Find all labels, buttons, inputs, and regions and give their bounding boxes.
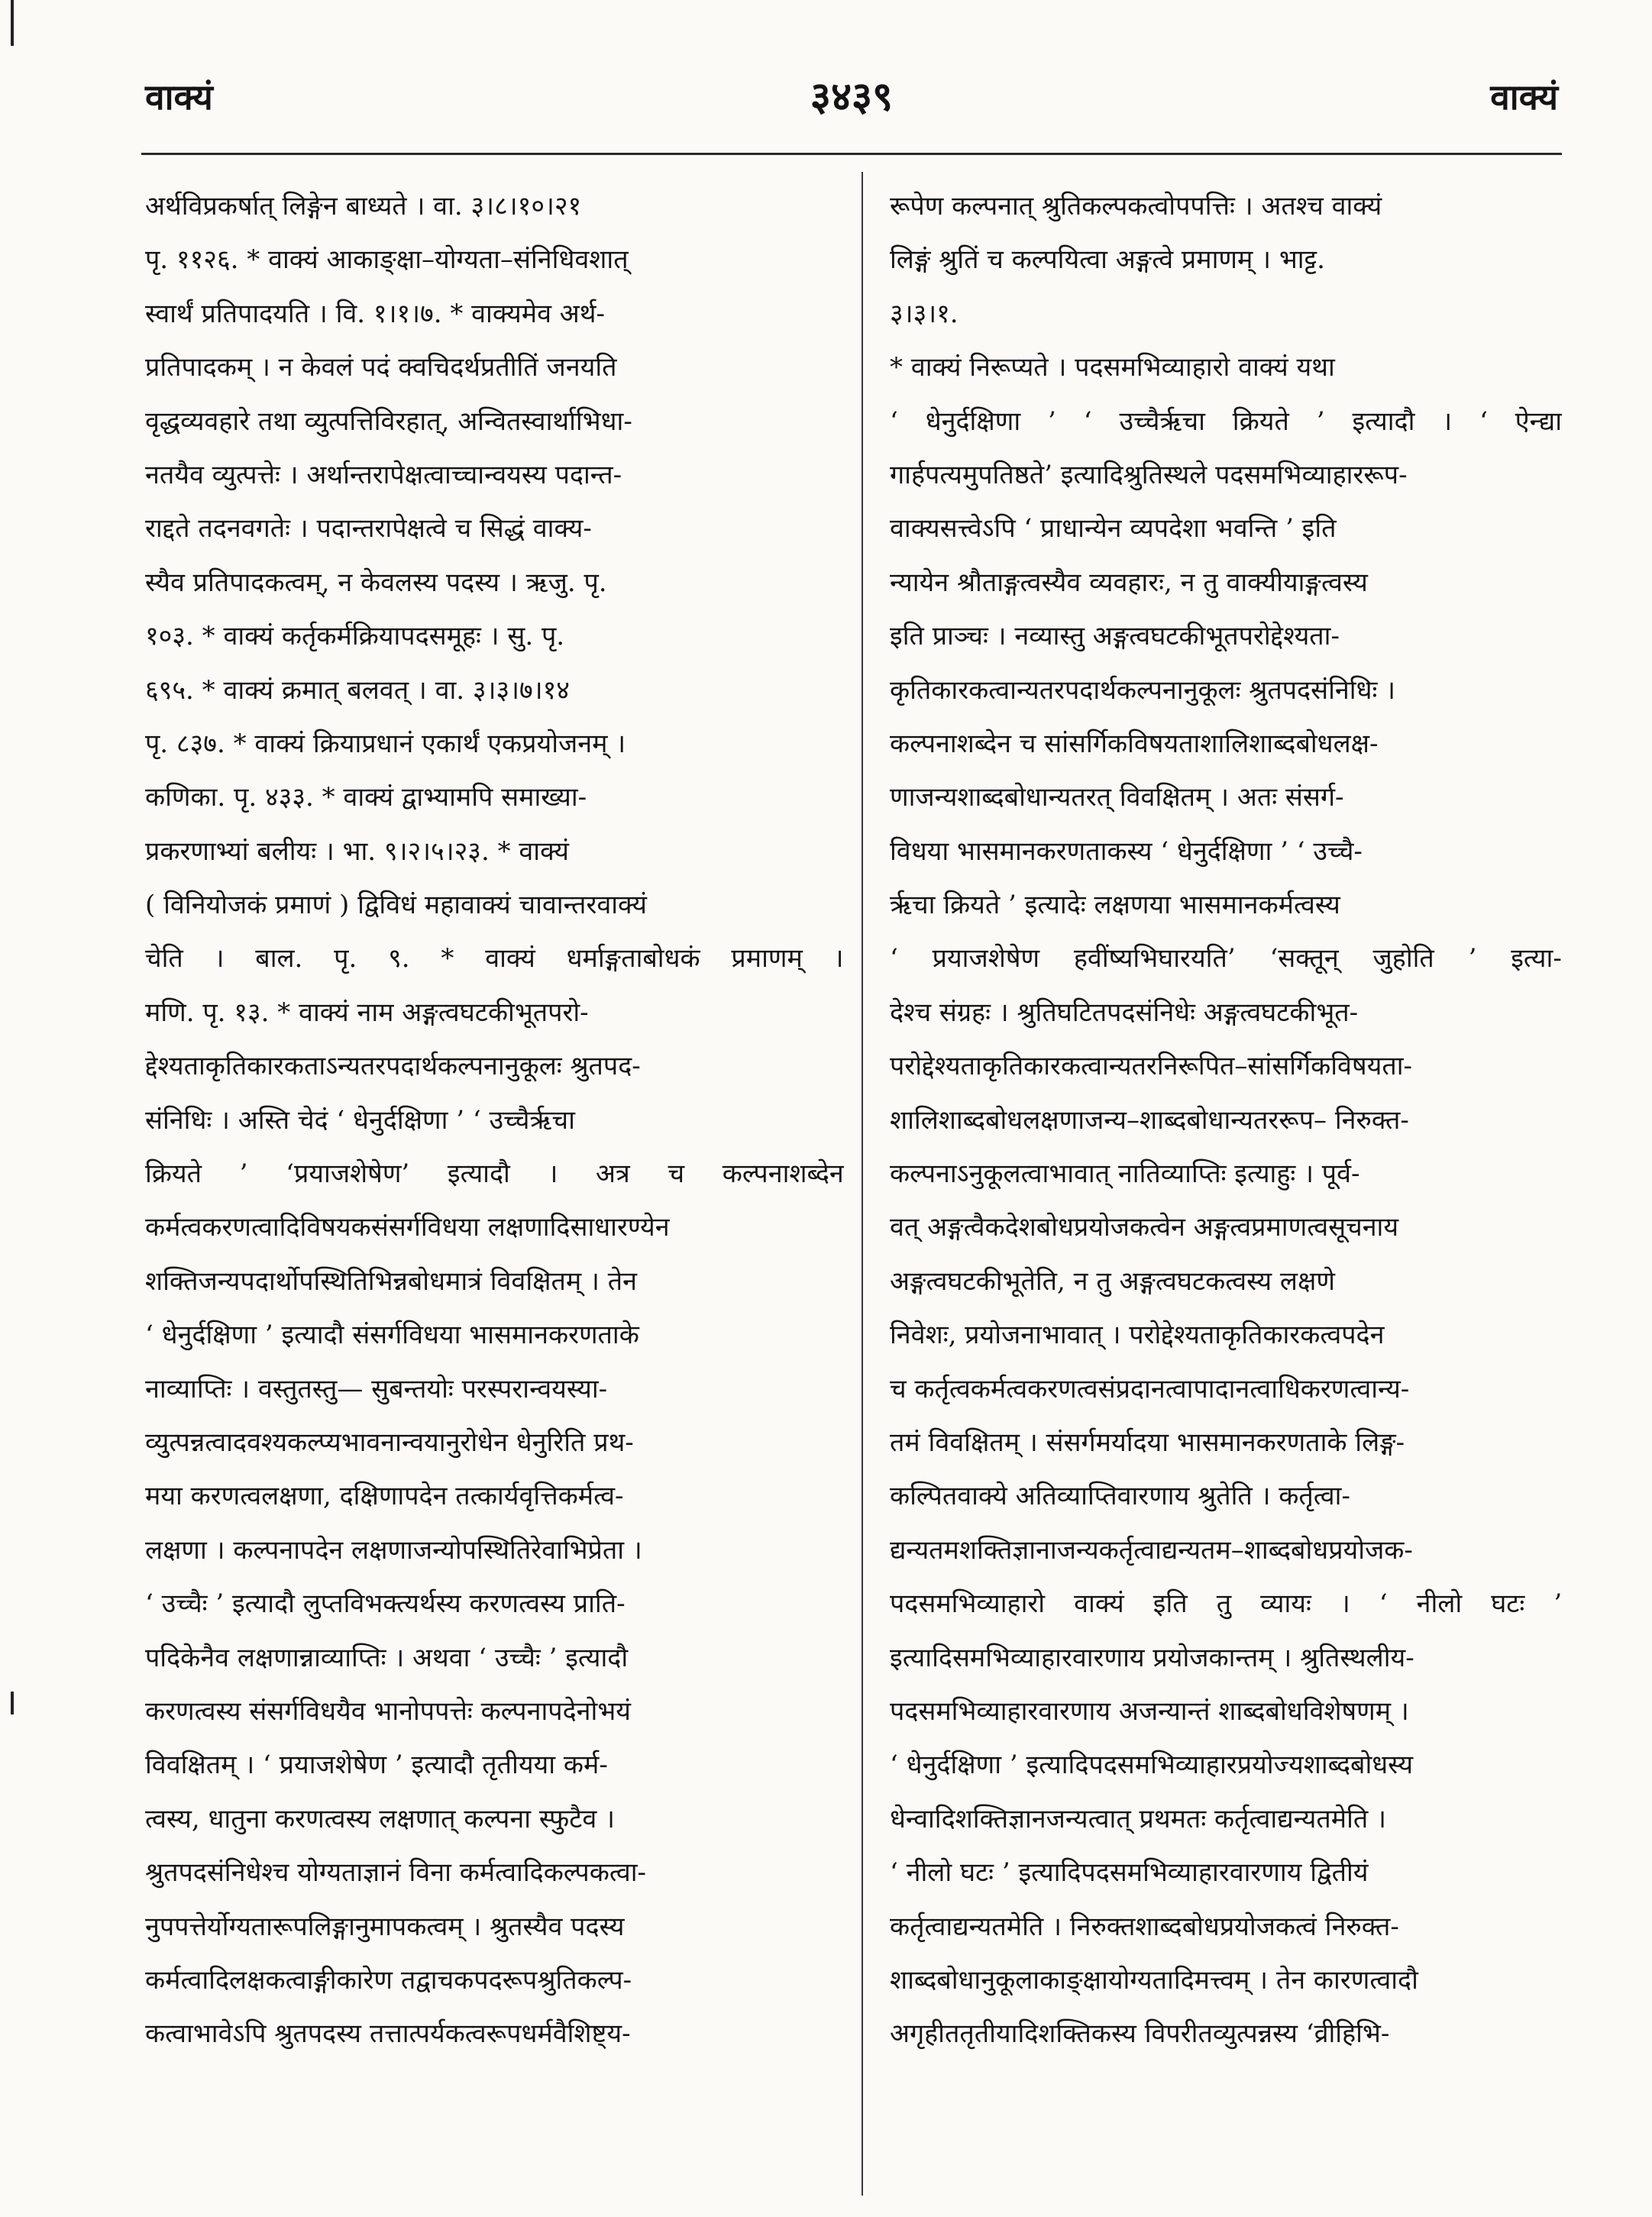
text-line: शक्तिजन्यपदार्थोपस्थितिभिन्नबोधमात्रं विवक्षितम् । तेन: [145, 1265, 637, 1297]
text-line: नुपपत्तेर्योग्यतारूपलिङ्गानुमापकत्वम् । श्रुतस्यैव पदस्य: [145, 1911, 625, 1942]
text-line: विवक्षितम् । ‘ प्रयाजशेषेण ’ इत्यादौ तृतीयया कर्म-: [145, 1750, 608, 1781]
margin-mark-lower: [11, 1692, 14, 1714]
text-line: स्यैव प्रतिपादकत्वम्, न केवलस्य पदस्य । ऋजु. पृ.: [145, 567, 607, 598]
text-line: कल्पितवाक्ये अतिव्याप्तिवारणाय श्रुतेति । कर्तृत्वा-: [890, 1481, 1350, 1512]
text-line: ‘ प्रयाजशेषेण हवींष्यभिघारयति’ ‘सक्तून् जुहोति ’ इत्या-: [890, 943, 1562, 974]
text-line: ‘ धेनुर्दक्षिणा ’ इत्यादिपदसमभिव्याहारप्रयोज्यशाब्दबोधस्य: [890, 1750, 1414, 1781]
text-line: धेन्वादिशक्तिज्ञानजन्यत्वात् प्रथमतः कर्तृत्वाद्यन्यतमेति ।: [890, 1803, 1386, 1834]
text-line: ‘ धेनुर्दक्षिणा ’ इत्यादौ संसर्गविधया भासमानकरणताके: [145, 1320, 639, 1351]
text-line: वत् अङ्गत्वैकदेशबोधप्रयोजकत्वेन अङ्गत्वप्रमाणत्वसूचनाय: [890, 1212, 1399, 1243]
text-line: ‘ नीलो घटः ’ इत्यादिपदसमभिव्याहारवारणाय द्वितीयं: [890, 1857, 1369, 1889]
text-line: गार्हपत्यमुपतिष्ठते’ इत्यादिश्रुतिस्थले पदसमभिव्याहाररूप-: [890, 459, 1408, 490]
text-line: इति प्राञ्चः । नव्यास्तु अङ्गत्वघटकीभूतपरोद्देश्यता-: [890, 621, 1340, 652]
text-line: रूपेण कल्पनात् श्रुतिकल्पकत्वोपपत्तिः । अतश्च वाक्यं: [890, 191, 1382, 221]
margin-mark-top: [11, 0, 14, 46]
page-header: [145, 73, 1558, 134]
header-rule: [141, 153, 1562, 155]
text-line: * वाक्यं निरूप्यते । पदसमभिव्याहारो वाक्यं यथा: [890, 352, 1335, 383]
text-line: शाब्दबोधानुकूलाकाङ्क्षायोग्यतादिमत्त्वम् । तेन कारणत्वादौ: [890, 1964, 1418, 1996]
text-line: त्वस्य, धातुना करणत्वस्य लक्षणात् कल्पना स्फुटैव ।: [145, 1803, 615, 1834]
text-line: मणि. पृ. १३. * वाक्यं नाम अङ्गत्वघटकीभूतपरो-: [145, 997, 589, 1028]
text-line: न्यायेन श्रौताङ्गत्वस्यैव व्यवहारः, न तु वाक्यीयाङ्गत्वस्य: [890, 567, 1368, 598]
text-line: व्युत्पन्नत्वादवश्यकल्प्यभावनान्वयानुरोधेन धेनुरिति प्रथ-: [145, 1427, 634, 1458]
text-line: वाक्यसत्त्वेऽपि ‘ प्राधान्येन व्यपदेशा भवन्ति ’ इति: [890, 513, 1337, 545]
text-line: वृद्धव्यवहारे तथा व्युत्पत्तिविरहात्, अन्वितस्वार्थाभिधा-: [145, 406, 632, 437]
text-line: पृ. ८३७. * वाक्यं क्रियाप्रधानं एकार्थं एकप्रयोजनम् ।: [145, 728, 626, 759]
text-line: प्रकरणाभ्यां बलीयः । भा. ९।२।५।२३. * वाक्यं: [145, 835, 570, 867]
left-column: [145, 179, 844, 2061]
header-right-title: वाक्यं: [1490, 76, 1558, 118]
text-line: स्वार्थं प्रतिपादयति । वि. १।१।७. * वाक्यमेव अर्थ-: [145, 298, 605, 329]
text-line: मया करणत्वलक्षणा, दक्षिणापदेन तत्कार्यवृत्तिकर्मत्व-: [145, 1481, 624, 1512]
text-line: द्देश्यताकृतिकारकताऽन्यतरपदार्थकल्पनानुकूलः श्रुतपद-: [145, 1051, 641, 1082]
text-line: पदसमभिव्याहारो वाक्यं इति तु व्यायः । ‘ नीलो घटः ’: [890, 1588, 1562, 1620]
text-line: र्ऋचा क्रियते ’ इत्यादेः लक्षणया भासमानकर्मत्वस्य: [890, 890, 1340, 921]
text-line: कल्पनाऽनुकूलत्वाभावात् नातिव्याप्तिः इत्याहुः । पूर्व-: [890, 1159, 1360, 1190]
text-line: ‘ उच्चैः ’ इत्यादौ लुप्तविभक्त्यर्थस्य करणत्वस्य प्राति-: [145, 1588, 626, 1620]
text-line: राद्दते तदनवगतेः । पदान्तरापेक्षत्वे च सिद्धं वाक्य-: [145, 513, 592, 545]
text-line: करणत्वस्य संसर्गविधयैव भानोपपत्तेः कल्पनापदेनोभयं: [145, 1695, 631, 1727]
text-line: पदसमभिव्याहारवारणाय अजन्यान्तं शाब्दबोधविशेषणम् ।: [890, 1695, 1409, 1727]
text-line: लिङ्गं श्रुतिं च कल्पयित्वा अङ्गत्वे प्रमाणम् । भाट्ट.: [890, 244, 1325, 276]
text-line: पदिकेनैव लक्षणान्नाव्याप्तिः । अथवा ‘ उच्चैः ’ इत्यादौ: [145, 1642, 629, 1673]
text-line: शालिशाब्दबोधलक्षणाजन्य–शाब्दबोधान्यतररूप– निरुक्त-: [890, 1104, 1409, 1136]
text-line: पृ. ११२६. * वाक्यं आकाङ्क्षा–योग्यता–संनिधिवशात्: [145, 244, 629, 276]
text-line: ( विनियोजकं प्रमाणं ) द्विविधं महावाक्यं चावान्तरवाक्यं: [145, 890, 647, 921]
text-line: ‘ धेनुर्दक्षिणा ’ ‘ उच्चैर्ऋचा क्रियते ’ इत्यादौ । ‘ ऐन्द्या: [890, 406, 1562, 437]
text-line: ६९५. * वाक्यं क्रमात् बलवत् । वा. ३।३।७।१४: [145, 674, 570, 706]
text-line: अर्थविप्रकर्षात् लिङ्गेन बाध्यते । वा. ३।८।१०।२१: [145, 191, 582, 221]
text-line: अगृहीततृतीयादिशक्तिकस्य विपरीतव्युत्पन्नस्य ‘व्रीहिभि-: [890, 2018, 1390, 2050]
text-line: प्रतिपादकम् । न केवलं पदं क्वचिदर्थप्रतीतिं जनयति: [145, 352, 617, 383]
header-left-title: वाक्यं: [145, 76, 213, 118]
text-line: विधया भासमानकरणताकस्य ‘ धेनुर्दक्षिणा ’ ‘ उच्चै-: [890, 835, 1363, 867]
text-line: कृतिकारकत्वान्यतरपदार्थकल्पनानुकूलः श्रुतपदसंनिधिः ।: [890, 674, 1396, 706]
text-line: च कर्तृत्वकर्मत्वकरणत्वसंप्रदानत्वापादानत्वाधिकरणत्वान्य-: [890, 1373, 1410, 1404]
text-line: कल्पनाशब्देन च सांसर्गिकविषयताशालिशाब्दबोधलक्ष-: [890, 728, 1379, 759]
text-line: कत्वाभावेऽपि श्रुतपदस्य तत्तात्पर्यकत्वरूपधर्मवैशिष्ट्य-: [145, 2018, 631, 2050]
text-line: तमं विवक्षितम् । संसर्गमर्यादया भासमानकरणताके लिङ्ग-: [890, 1427, 1405, 1458]
text-line: १०३. * वाक्यं कर्तृकर्मक्रियापदसमूहः । सु. पृ.: [145, 621, 565, 652]
right-column: [890, 179, 1562, 2061]
text-line: परोद्देश्यताकृतिकारकत्वान्यतरनिरूपित–सांसर्गिकविषयता-: [890, 1051, 1413, 1082]
text-line: निवेशः, प्रयोजनाभावात् । परोद्देश्यताकृतिकारकत्वपदेन: [890, 1320, 1385, 1351]
text-line: कर्तृत्वाद्यन्यतमेति । निरुक्तशाब्दबोधप्रयोजकत्वं निरुक्त-: [890, 1911, 1399, 1942]
text-line: कणिका. पृ. ४३३. * वाक्यं द्वाभ्यामपि समाख्या-: [145, 782, 587, 813]
text-line: श्रुतपदसंनिधेश्च योग्यताज्ञानं विना कर्मत्वादिकल्पकत्वा-: [145, 1857, 647, 1889]
text-line: इत्यादिसमभिव्याहारवारणाय प्रयोजकान्तम् । श्रुतिस्थलीय-: [890, 1642, 1414, 1673]
text-line: नतयैव व्युत्पत्तेः । अर्थान्तरापेक्षत्वाच्चान्वयस्य पदान्त-: [145, 459, 622, 490]
text-line: द्यन्यतमशक्तिज्ञानाजन्यकर्तृत्वाद्यन्यतम–शाब्दबोधप्रयोजक-: [890, 1534, 1413, 1566]
text-line: कर्मत्वादिलक्षकत्वाङ्गीकारेण तद्वाचकपदरूपश्रुतिकल्प-: [145, 1964, 632, 1996]
text-line: णाजन्यशाब्दबोधान्यतरत् विवक्षितम् । अतः संसर्ग-: [890, 782, 1344, 813]
text-line: चेति । बाल. पृ. ९. * वाक्यं धर्माङ्गताबोधकं प्रमाणम् ।: [145, 943, 844, 974]
column-divider: [862, 172, 863, 2196]
text-line: देश्च संग्रहः । श्रुतिघटितपदसंनिधेः अङ्गत्वघटकीभूत-: [890, 997, 1359, 1028]
text-line: अङ्गत्वघटकीभूतेति, न तु अङ्गत्वघटकत्वस्य लक्षणे: [890, 1265, 1335, 1297]
text-line: लक्षणा । कल्पनापदेन लक्षणाजन्योपस्थितिरेवाभिप्रेता ।: [145, 1534, 642, 1566]
page-number: ३४३९: [810, 73, 894, 120]
text-line: संनिधिः । अस्ति चेदं ‘ धेनुर्दक्षिणा ’ ‘ उच्चैर्ऋचा: [145, 1104, 575, 1136]
text-line: नाव्याप्तिः । वस्तुतस्तु— सुबन्तयोः परस्परान्वयस्या-: [145, 1373, 608, 1404]
text-line: क्रियते ’ ‘प्रयाजशेषेण’ इत्यादौ । अत्र च कल्पनाशब्देन: [145, 1159, 844, 1190]
text-line: ३।३।१.: [890, 298, 959, 329]
text-line: कर्मत्वकरणत्वादिविषयकसंसर्गविधया लक्षणादिसाधारण्येन: [145, 1212, 670, 1243]
